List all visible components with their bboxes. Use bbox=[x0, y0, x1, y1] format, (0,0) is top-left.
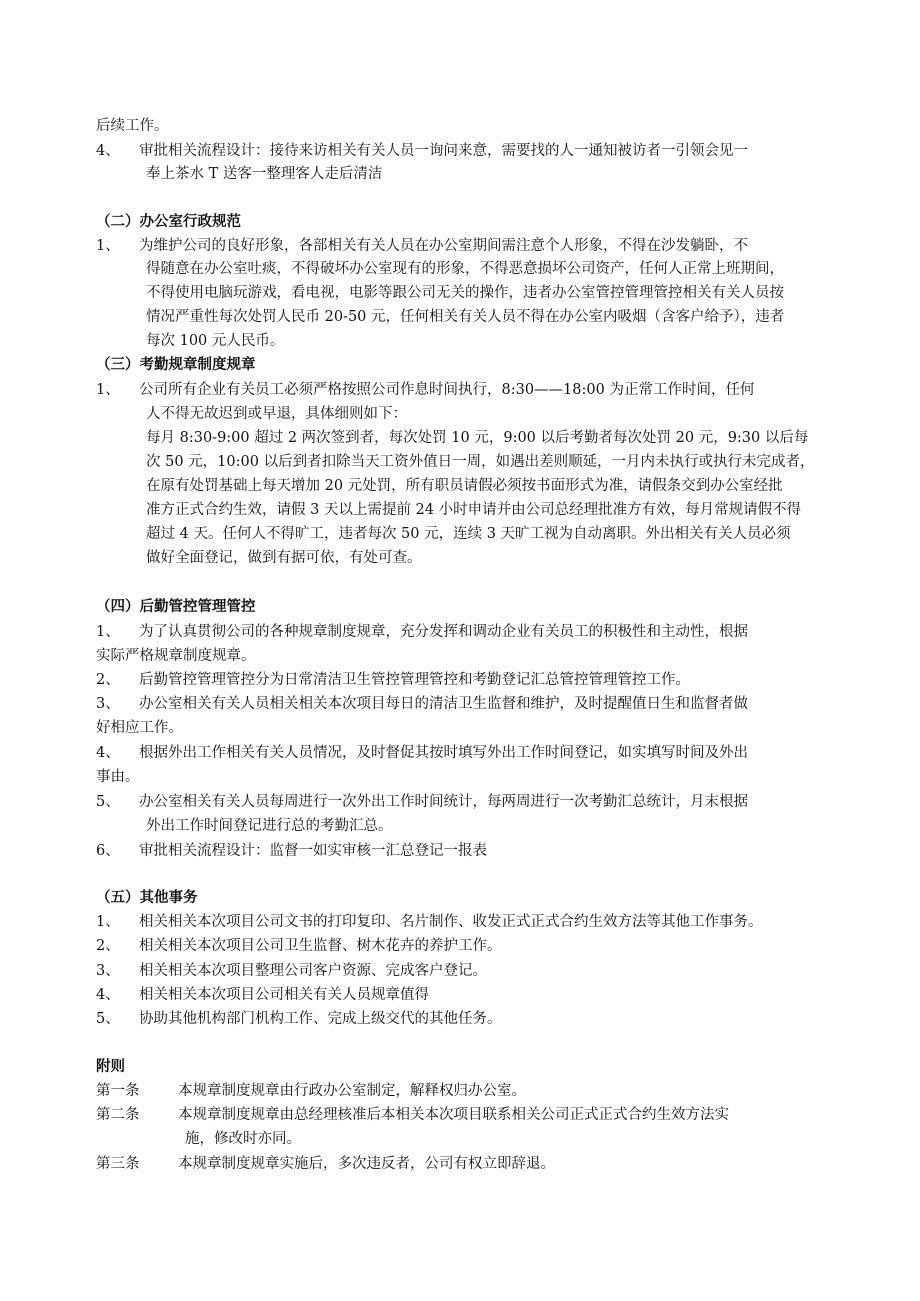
item-number: 5、 bbox=[96, 1011, 120, 1027]
item-text: 为了认真贯彻公司的各种规章制度规章，充分发挥和调动企业有关员工的积极性和主动性，根据 bbox=[139, 624, 748, 640]
continuation-text: 后续工作。 bbox=[96, 118, 169, 134]
item-text: 事由。 bbox=[96, 769, 140, 785]
item-number: 4、 bbox=[96, 143, 120, 159]
article-label: 第一条 bbox=[96, 1083, 140, 1099]
item-number: 2、 bbox=[96, 938, 120, 954]
appendix-heading: 附则 bbox=[96, 1059, 125, 1075]
item-text: 相关相关本次项目整理公司客户资源、完成客户登记。 bbox=[139, 963, 487, 979]
item-text: 根据外出工作相关有关人员情况，及时督促其按时填写外出工作时间登记，如实填写时间及外出 bbox=[139, 745, 748, 761]
item-text: 相关相关本次项目公司文书的打印复印、名片制作、收发正式正式合约生效方法等其他工作事务。 bbox=[139, 914, 763, 930]
item-number: 1、 bbox=[96, 382, 120, 398]
item-text: 奉上茶水 T 送客一整理客人走后清洁 bbox=[146, 166, 383, 182]
item-number: 1、 bbox=[96, 238, 120, 254]
item-text: 实际严格规章制度规章。 bbox=[96, 648, 256, 664]
item-text: 情况严重性每次处罚人民币 20-50 元，任何相关有关人员不得在办公室内吸烟（含客户给予），违者 bbox=[146, 309, 785, 325]
item-number: 6、 bbox=[96, 843, 120, 859]
item-text: 每次 100 元人民币。 bbox=[146, 333, 285, 349]
item-text: 次 50 元，10:00 以后到者扣除当天工资外值日一周，如遇出差则顺延，一月内未执行或执行未完成者， bbox=[146, 454, 815, 470]
item-text: 在原有处罚基础上每天增加 20 元处罚，所有职员请假必须按书面形式为准，请假条交到办公室经批 bbox=[146, 478, 783, 494]
item-text: 不得使用电脑玩游戏，看电视，电影等跟公司无关的操作，违者办公室管控管理管控相关有关人员按 bbox=[146, 285, 784, 301]
item-number: 5、 bbox=[96, 794, 120, 810]
section-heading: （三）考勤规章制度规章 bbox=[96, 357, 256, 373]
item-text: 超过 4 天。任何人不得旷工，违者每次 50 元，连续 3 天旷工视为自动离职。外出相关有关人员必须 bbox=[146, 526, 791, 542]
item-number: 4、 bbox=[96, 987, 120, 1003]
item-text: 外出工作时间登记进行总的考勤汇总。 bbox=[146, 818, 393, 834]
article-label: 第二条 bbox=[96, 1107, 140, 1123]
item-number: 3、 bbox=[96, 696, 120, 712]
item-text: 得随意在办公室吐痰，不得破坏办公室现有的形象，不得恶意损坏公司资产，任何人正常上班期间， bbox=[146, 261, 784, 277]
item-number: 2、 bbox=[96, 672, 120, 688]
item-text: 相关相关本次项目公司相关有关人员规章值得 bbox=[139, 987, 429, 1003]
item-text: 办公室相关有关人员每周进行一次外出工作时间统计，每两周进行一次考勤汇总统计，月末根据 bbox=[139, 794, 748, 810]
item-text: 办公室相关有关人员相关相关本次项目每日的清洁卫生监督和维护，及时提醒值日生和监督者做 bbox=[139, 696, 748, 712]
article-text: 本规章制度规章实施后，多次违反者，公司有权立即辞退。 bbox=[178, 1156, 555, 1172]
article-label: 第三条 bbox=[96, 1156, 140, 1172]
item-number: 3、 bbox=[96, 963, 120, 979]
item-text: 好相应工作。 bbox=[96, 720, 183, 736]
item-text: 每月 8:30-9:00 超过 2 两次签到者，每次处罚 10 元，9:00 以后考勤者每次处罚 20 元，9:30 以后每 bbox=[146, 430, 809, 446]
item-text: 人不得无故迟到或早退，具体细则如下： bbox=[146, 406, 407, 422]
item-text: 协助其他机构部门机构工作、完成上级交代的其他任务。 bbox=[139, 1011, 502, 1027]
article-text: 本规章制度规章由总经理核准后本相关本次项目联系相关公司正式正式合约生效方法实 bbox=[178, 1107, 729, 1123]
item-text: 为维护公司的良好形象，各部相关有关人员在办公室期间需注意个人形象，不得在沙发躺卧，不 bbox=[139, 238, 748, 254]
article-text: 施，修改时亦同。 bbox=[185, 1131, 301, 1147]
item-text: 后勤管控管理管控分为日常清洁卫生管控管理管控和考勤登记汇总管控管理管控工作。 bbox=[139, 672, 690, 688]
item-text: 准方正式合约生效，请假 3 天以上需提前 24 小时申请并由公司总经理批准方有效，每月常规请假不得 bbox=[146, 502, 802, 518]
section-heading: （五）其他事务 bbox=[96, 890, 198, 906]
section-heading: （二）办公室行政规范 bbox=[96, 214, 241, 230]
item-text: 公司所有企业有关员工必须严格按照公司作息时间执行，8:30——18:00 为正常工作时间，任何 bbox=[139, 382, 755, 398]
item-text: 审批相关流程设计：接待来访相关有关人员一询问来意，需要找的人一通知被访者一引领会见一 bbox=[139, 143, 748, 159]
item-number: 1、 bbox=[96, 624, 120, 640]
item-number: 1、 bbox=[96, 914, 120, 930]
item-text: 做好全面登记，做到有据可依，有处可查。 bbox=[146, 550, 422, 566]
item-number: 4、 bbox=[96, 745, 120, 761]
item-text: 审批相关流程设计：监督一如实审核一汇总登记一报表 bbox=[139, 843, 487, 859]
section-heading: （四）后勤管控管理管控 bbox=[96, 599, 256, 615]
article-text: 本规章制度规章由行政办公室制定，解释权归办公室。 bbox=[178, 1083, 526, 1099]
item-text: 相关相关本次项目公司卫生监督、树木花卉的养护工作。 bbox=[139, 938, 502, 954]
